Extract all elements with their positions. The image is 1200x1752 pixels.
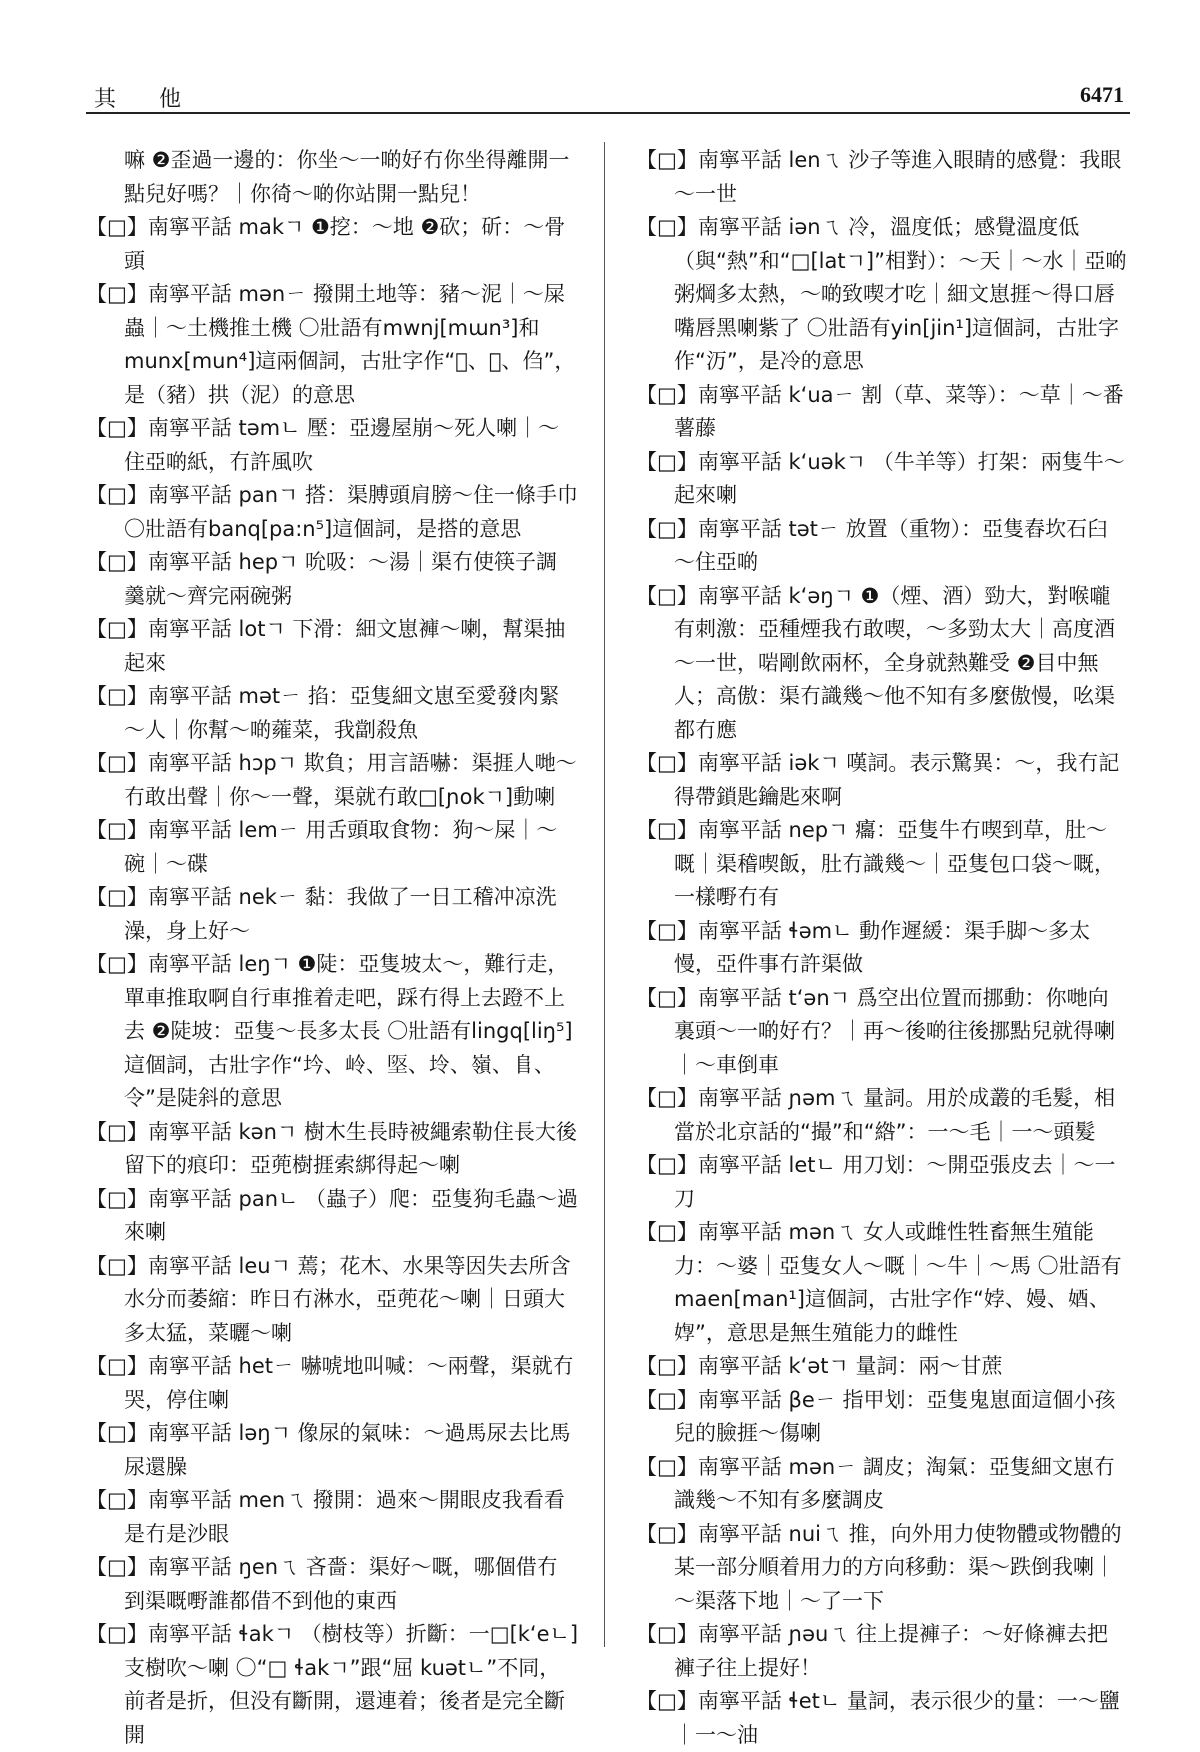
- dictionary-entry: 【□】南寧平話 lenㄟ 沙子等進入眼睛的感覺：我眼～一世: [636, 148, 1122, 206]
- dictionary-entry: 【□】南寧平話 nepㄱ 癟：亞隻牛冇喫到草，肚～嘅｜渠稽喫飯，肚冇識幾～｜亞隻包口袋～嘅，一樣嘢冇有: [636, 818, 1115, 909]
- header-title: 其 他: [94, 87, 199, 112]
- dictionary-entry: 【□】南寧平話 hepㄱ 吮吸：～湯｜渠冇使筷子調羹就～齊完兩碗粥: [86, 550, 558, 608]
- dictionary-entry: 【□】南寧平話 makㄱ ❶挖：～地 ❷砍；斫：～骨頭: [86, 215, 566, 273]
- dictionary-entry: 【□】南寧平話 lemㄧ 用舌頭取食物：狗～屎｜～碗｜～碟: [86, 818, 558, 876]
- dictionary-entry: 【□】南寧平話 ɲəmㄟ 量詞。用於成叢的毛髮，相當於北京話的“撮”和“綹”：一～毛｜一～頭髮: [636, 1086, 1116, 1144]
- dictionary-entry: 【□】南寧平話 panㄱ 搭：渠膊頭肩膀～住一條手巾 〇壯語有banq[pa:n⁵]這個詞，是搭的意思: [86, 483, 578, 541]
- dictionary-entry: 【□】南寧平話 ŋenㄟ 吝嗇：渠好～嘅，哪個借冇到渠嘅嘢誰都借不到他的東西: [86, 1555, 558, 1613]
- page-header: [86, 82, 1130, 114]
- dictionary-entry: 【□】南寧平話 kʻuəkㄱ （牛羊等）打架：兩隻牛～起來喇: [636, 449, 1125, 507]
- dictionary-entry: 嘛 ❷歪過一邊的：你坐～一啲好冇你坐得離開一點兒好嗎？｜你徛～啲你站開一點兒！: [124, 148, 570, 206]
- dictionary-entry: 【□】南寧平話 mətㄧ 掐：亞隻細文崽至愛發肉緊～人｜你幫～啲蕹菜，我劏殺魚: [86, 684, 560, 742]
- dictionary-entry: 【□】南寧平話 ɬakㄱ （樹枝等）折斷：一□[kʻeㄴ]支樹吹～喇 〇“□ ɬakㄱ”跟“屈 kuətㄴ”不同，前者是折，但没有斷開，還連着；後者是完全斷開: [86, 1622, 579, 1747]
- dictionary-entry: 【□】南寧平話 panㄴ （蟲子）爬：亞隻狗毛蟲～過來喇: [86, 1186, 578, 1244]
- dictionary-entry: 【□】南寧平話 βeㄧ 指甲划：亞隻鬼崽面這個小孩兒的臉捱～傷喇: [636, 1387, 1116, 1445]
- dictionary-entry: 【□】南寧平話 iənㄟ 冷，溫度低；感覺溫度低（與“熱”和“□[latㄱ]”相對）：～天｜～水｜亞啲粥焵多太熱，～啲致喫才吃｜細文崽捱～得口唇嘴唇黑喇紫了 〇壯語有yin[jin¹]這個詞，古壯字作“𬇕”，是冷的意思: [636, 215, 1127, 373]
- dictionary-entry: 【□】南寧平話 nekㄧ 黏：我做了一日工稽冲凉洗澡，身上好～: [86, 885, 557, 943]
- dictionary-entry: 【□】南寧平話 menㄟ 撥開：過來～開眼皮我看看是冇是沙眼: [86, 1488, 565, 1546]
- dictionary-entry: 【□】南寧平話 mənㄧ 撥開土地等：豬～泥｜～屎蟲｜～土機推土機 〇壯語有mwnj[mɯn³]和munx[mun⁴]這兩個詞，古壯字作“𬚊、𫬋、㑇”，是（豬）拱（泥）的意思: [86, 282, 576, 407]
- dictionary-entry: 【□】南寧平話 ɬetㄴ 量詞，表示很少的量：一～鹽｜一～油: [636, 1689, 1120, 1747]
- dictionary-entry: 【□】南寧平話 leŋㄱ ❶陡：亞隻坡太～，難行走，單車推取啊自行車推着走吧，踩冇得上去蹬不上去 ❷陡坡：亞隻～長多太長 〇壯語有lingq[liŋ⁵]這個詞，古壯字作“坅、岭、𡋴、坽、嶺、𨸏、令”是陡斜的意思: [86, 952, 573, 1110]
- column-divider: [604, 142, 605, 1647]
- dictionary-entry: 【□】南寧平話 mənㄟ 女人或雌性牲畜無生殖能力：～婆｜亞隻女人～嘅｜～牛｜～馬 〇壯語有maen[man¹]這個詞，古壯字作“㛘、嫚、𡜳、𡞦”，意思是無生殖能力的雌性: [636, 1220, 1122, 1345]
- dictionary-entry: 【□】南寧平話 letㄴ 用刀划：～開亞張皮去｜～一刀: [636, 1153, 1116, 1211]
- dictionary-entry: 【□】南寧平話 hɔpㄱ 欺負；用言語嚇：渠捱人哋～冇敢出聲｜你～一聲，渠就冇敢□[ɲokㄱ]動喇: [86, 751, 577, 809]
- dictionary-entry: 【□】南寧平話 təmㄴ 壓：亞邊屋崩～死人喇｜～住亞啲紙，冇許風吹: [86, 416, 560, 474]
- dictionary-entry: 【□】南寧平話 kʻətㄱ 量詞：兩～甘蔗: [636, 1354, 1003, 1378]
- right-column: [636, 144, 1128, 1752]
- dictionary-entry: 【□】南寧平話 kʻuaㄧ 割（草、菜等）：～草｜～番薯藤: [636, 382, 1124, 440]
- dictionary-entry: 【□】南寧平話 ɲəuㄟ 往上提褲子：～好條褲去把褲子往上提好！: [636, 1622, 1108, 1680]
- dictionary-entry: 【□】南寧平話 mənㄧ 調皮；淘氣：亞隻細文崽冇識幾～不知有多麼調皮: [636, 1454, 1115, 1512]
- dictionary-entry: 【□】南寧平話 tətㄧ 放置（重物）：亞隻舂坎石臼～住亞啲: [636, 516, 1109, 574]
- dictionary-entry: 【□】南寧平話 kʻəŋㄱ ❶（煙、酒）勁大，對喉嚨有刺激：亞種煙我冇敢喫，～多勁太大｜高度酒～一世，啱剛飲兩杯，全身就熱難受 ❷目中無人；高傲：渠冇識幾～他不知有多麼傲慢，吆渠都冇應: [636, 583, 1115, 742]
- dictionary-entry: 【□】南寧平話 nuiㄟ 推，向外用力使物體或物體的某一部分順着用力的方向移動：渠～跌倒我喇｜～渠落下地｜～了一下: [636, 1521, 1122, 1613]
- dictionary-entry: 【□】南寧平話 ləŋㄱ 像尿的氣味：～過馬尿去比馬尿還臊: [86, 1421, 571, 1479]
- page-number: 6471: [1080, 82, 1124, 107]
- left-column: [86, 144, 578, 1752]
- dictionary-entry: 【□】南寧平話 iəkㄱ 嘆詞。表示驚異：～，我冇記得帶鎖匙鑰匙來啊: [636, 751, 1120, 809]
- dictionary-entry: 【□】南寧平話 leuㄱ 蔫；花木、水果等因失去所含水分而萎縮：昨日冇淋水，亞蔸花～喇｜日頭大多太猛，菜曬～喇: [86, 1253, 571, 1345]
- dictionary-entry: 【□】南寧平話 ɬəmㄴ 動作遲緩：渠手脚～多太慢，亞件事冇許渠做: [636, 918, 1091, 976]
- dictionary-entry: 【□】南寧平話 tʻənㄱ 爲空出位置而挪動：你哋向裏頭～一啲好冇？｜再～後啲往後挪點兒就得喇｜～車倒車: [636, 985, 1115, 1077]
- dictionary-entry: 【□】南寧平話 hetㄧ 嚇唬地叫喊：～兩聲，渠就冇哭，停住喇: [86, 1354, 574, 1412]
- dictionary-entry: 【□】南寧平話 lotㄱ 下滑：細文崽褲～喇，幫渠抽起來: [86, 617, 566, 675]
- dictionary-entry: 【□】南寧平話 kənㄱ 樹木生長時被繩索勒住長大後留下的痕印：亞蔸樹捱索綁得起～喇: [86, 1119, 577, 1177]
